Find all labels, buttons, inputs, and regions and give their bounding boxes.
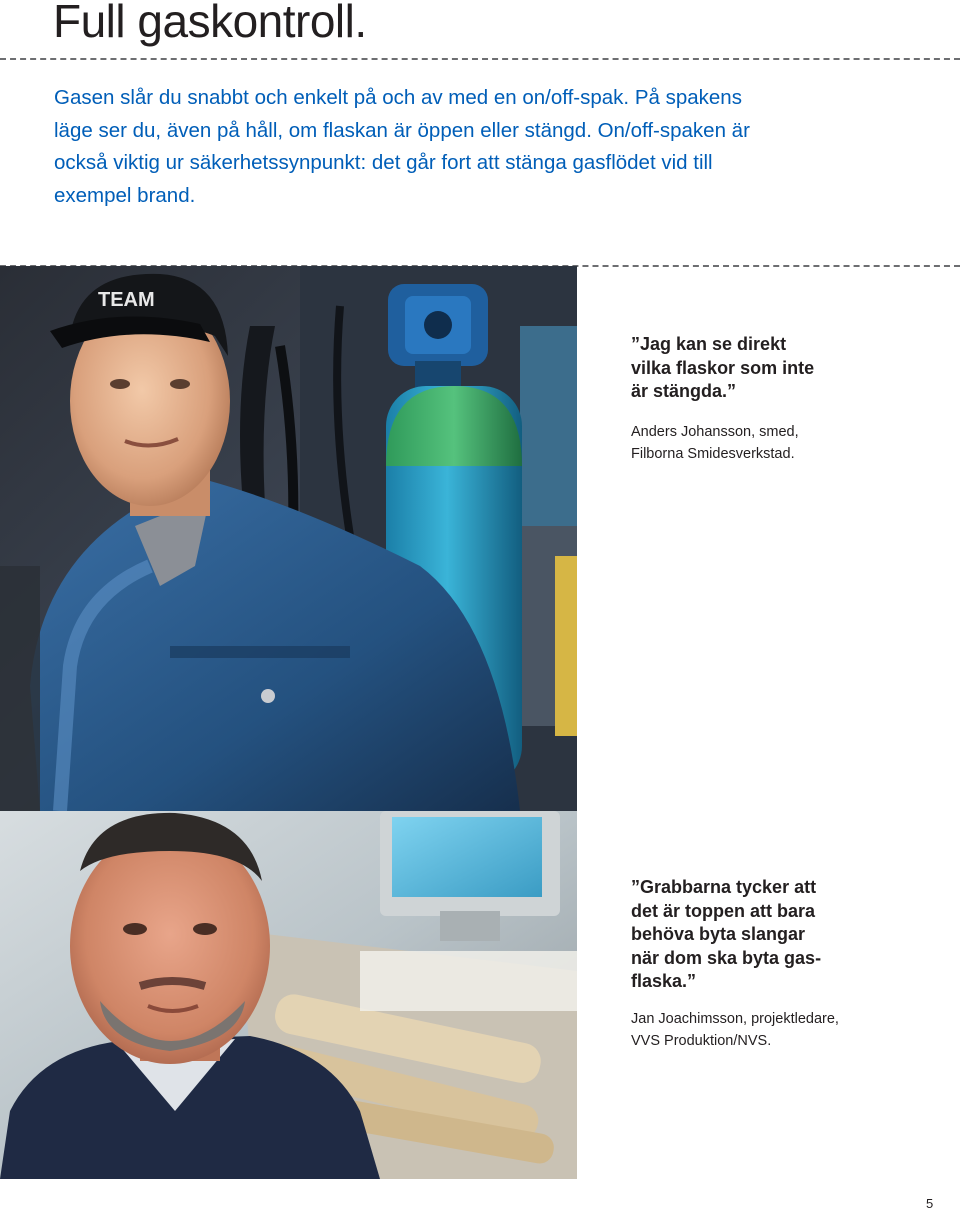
intro-line: också viktig ur säkerhetssynpunkt: det går fort att stänga gasflödet vid till [54, 151, 713, 174]
quote-2-line: behöva byta slangar [631, 924, 806, 944]
photo-project-manager [0, 811, 577, 1179]
photo-welder [0, 266, 577, 811]
attribution-1-line: Anders Johansson, smed, [631, 424, 799, 440]
quote-1 [631, 333, 861, 404]
quote-2-line: flaska.” [631, 971, 697, 991]
attribution-2-line: VVS Produktion/NVS. [631, 1033, 772, 1049]
page-number: 5 [926, 1196, 934, 1211]
quote-1-line: vilka flaskor som inte [631, 357, 815, 378]
attribution-2-line: Jan Joachimsson, projektledare, [631, 1011, 839, 1027]
quote-2-line: ”Grabbarna tycker att [631, 877, 817, 897]
attribution-1 [631, 421, 891, 465]
cap-logo-text: TEAM [98, 289, 155, 311]
quote-2 [631, 876, 861, 994]
quote-2-line: när dom ska byta gas- [631, 947, 822, 968]
photo-welder-image [0, 266, 577, 811]
quote-2-line: det är toppen att bara [631, 900, 816, 921]
photo-project-manager-image [0, 811, 577, 1179]
intro-line: läge ser du, även på håll, om flaskan är öppen eller stängd. On/off-spaken är [54, 118, 750, 142]
dashed-divider-top [0, 58, 960, 60]
intro-paragraph [54, 82, 814, 212]
page-title: Full gaskontroll. [53, 0, 367, 47]
intro-line: Gasen slår du snabbt och enkelt på och av med en on/off-spak. På spakens [54, 86, 742, 109]
attribution-1-line: Filborna Smidesverkstad. [631, 446, 795, 462]
quote-1-line: ”Jag kan se direkt [631, 334, 787, 354]
intro-line: exempel brand. [54, 183, 196, 207]
attribution-2 [631, 1008, 891, 1052]
quote-1-line: är stängda.” [631, 381, 737, 401]
